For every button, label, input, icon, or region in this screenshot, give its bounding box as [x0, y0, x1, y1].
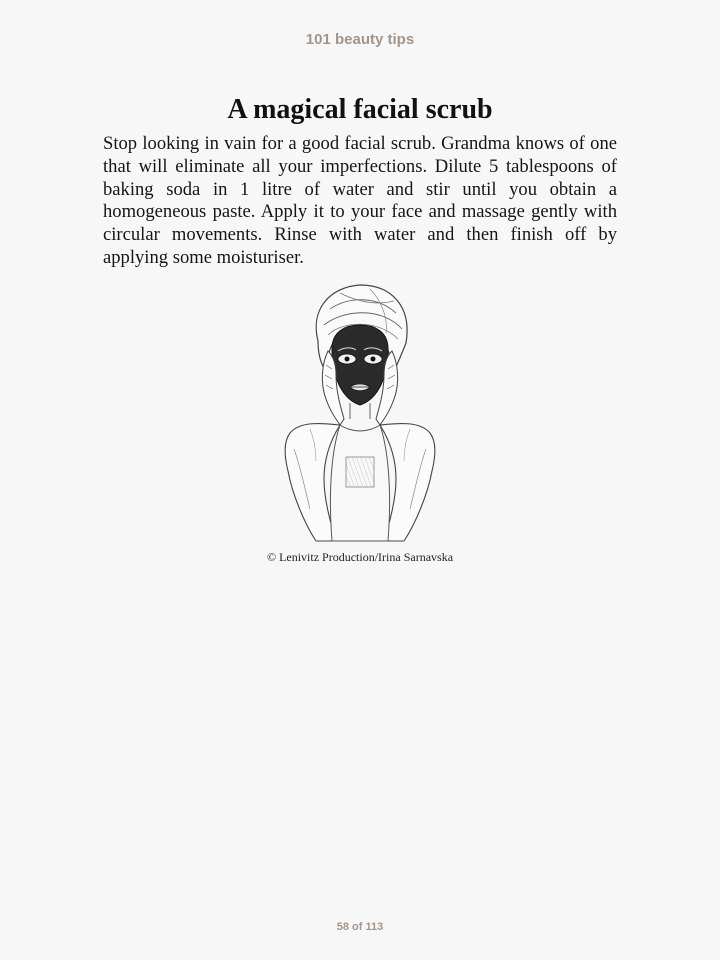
page-indicator: 58 of 113 [336, 921, 384, 933]
tip-body-text: Stop looking in vain for a good facial scrub. Grandma knows of one that will eliminate all your imperfections. Dilute 5 tablespoons of baking soda in 1 litre of water and stir until you obtain a homogeneous paste. Apply it to your face and massage gently with circular movements. Rinse with water and then finish off by applying some moisturiser. [103, 133, 617, 268]
illustration-credit: © Lenivitz Production/Irina Sarnavska [266, 550, 454, 564]
book-title: 101 beauty tips [305, 31, 415, 48]
tip-heading: A magical facial scrub [227, 94, 493, 125]
woman-face-mask-illustration [270, 279, 450, 547]
